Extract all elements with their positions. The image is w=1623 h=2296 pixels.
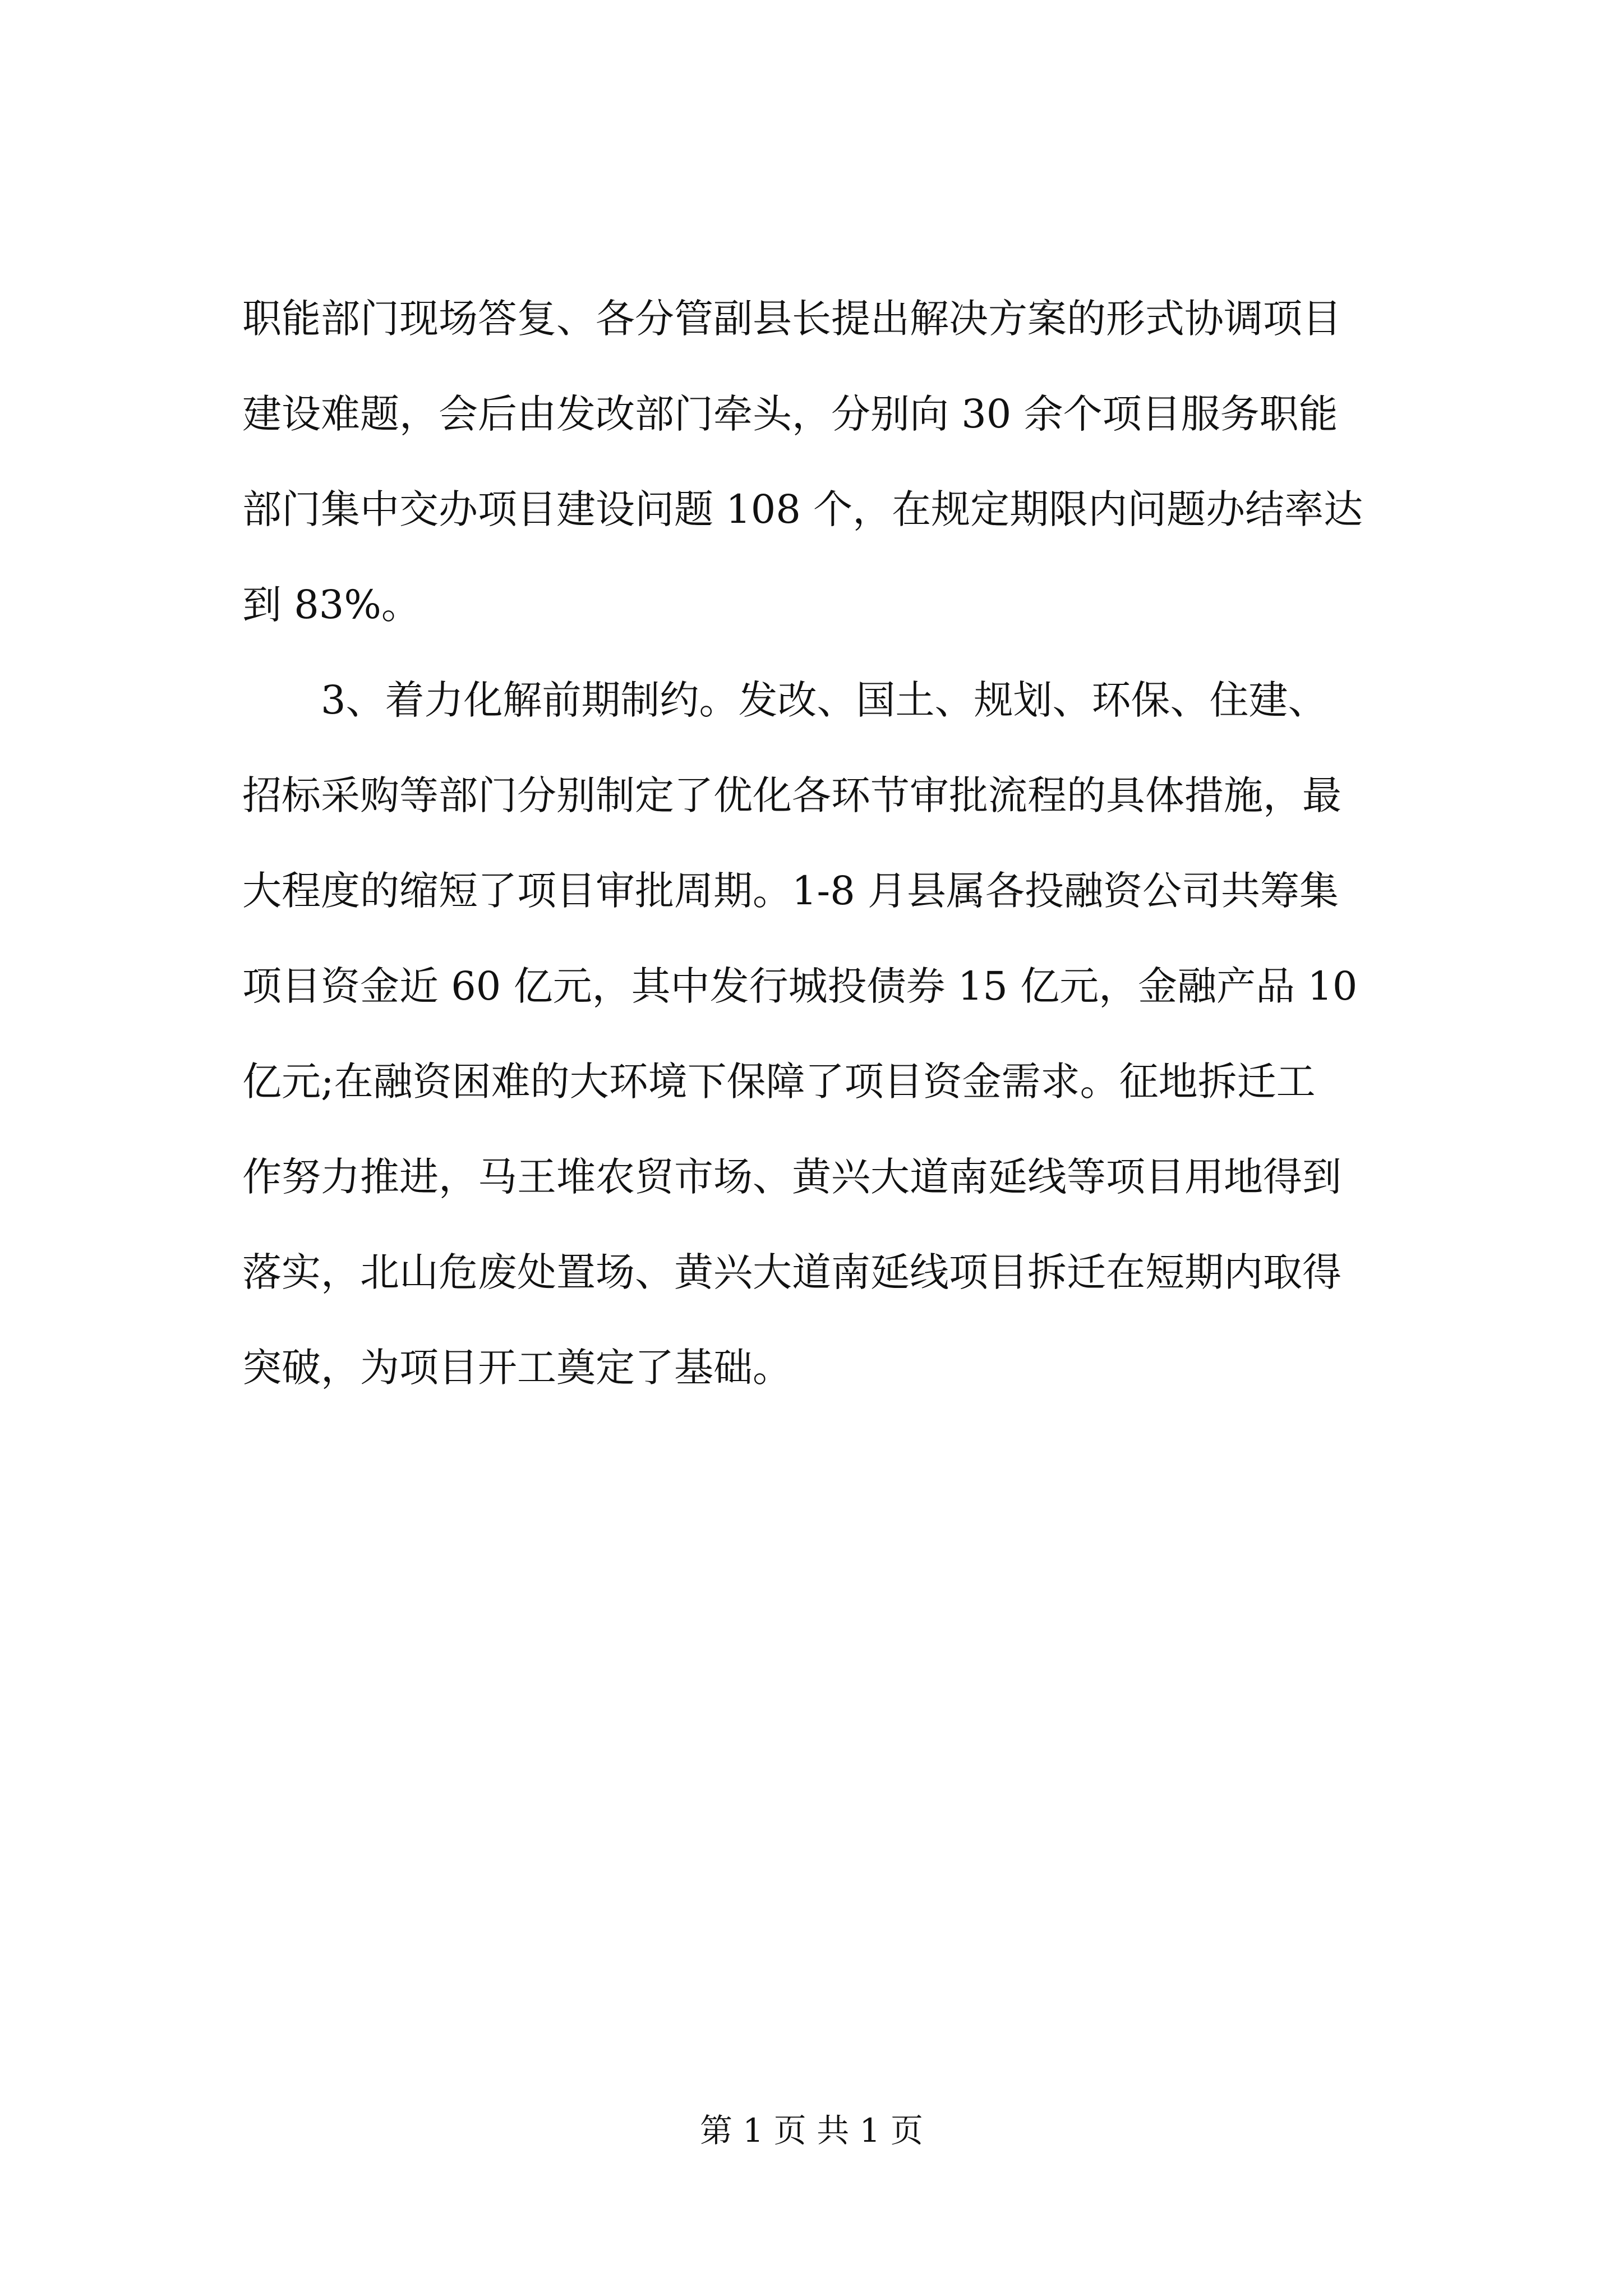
text-line: 突破，为项目开工奠定了基础。: [242, 1345, 792, 1391]
text-line: 大程度的缩短了项目审批周期。1-8 月县属各投融资公司共筹集: [242, 868, 1339, 914]
text-line: 落实，北山危废处置场、黄兴大道南延线项目拆迁在短期内取得: [242, 1249, 1341, 1295]
text-line: 建设难题，会后由发改部门牵头，分别向 30 余个项目服务职能: [242, 391, 1338, 437]
text-line: 项目资金近 60 亿元，其中发行城投债券 15 亿元，金融产品 10: [242, 963, 1358, 1009]
text-line: 职能部门现场答复、各分管副县长提出解决方案的形式协调项目: [242, 296, 1341, 342]
text-line: 作努力推进，马王堆农贸市场、黄兴大道南延线等项目用地得到: [242, 1154, 1341, 1200]
text-line: 部门集中交办项目建设问题 108 个，在规定期限内问题办结率达: [242, 486, 1363, 532]
page-number-footer: 第 1 页 共 1 页: [700, 2111, 923, 2150]
text-line: 亿元;在融资困难的大环境下保障了项目资金需求。征地拆迁工: [242, 1059, 1316, 1105]
text-line: 到 83%。: [242, 582, 421, 628]
text-line: 招标采购等部门分别制定了优化各环节审批流程的具体措施，最: [242, 772, 1341, 818]
text-line: 3、着力化解前期制约。发改、国土、规划、环保、住建、: [321, 677, 1327, 723]
